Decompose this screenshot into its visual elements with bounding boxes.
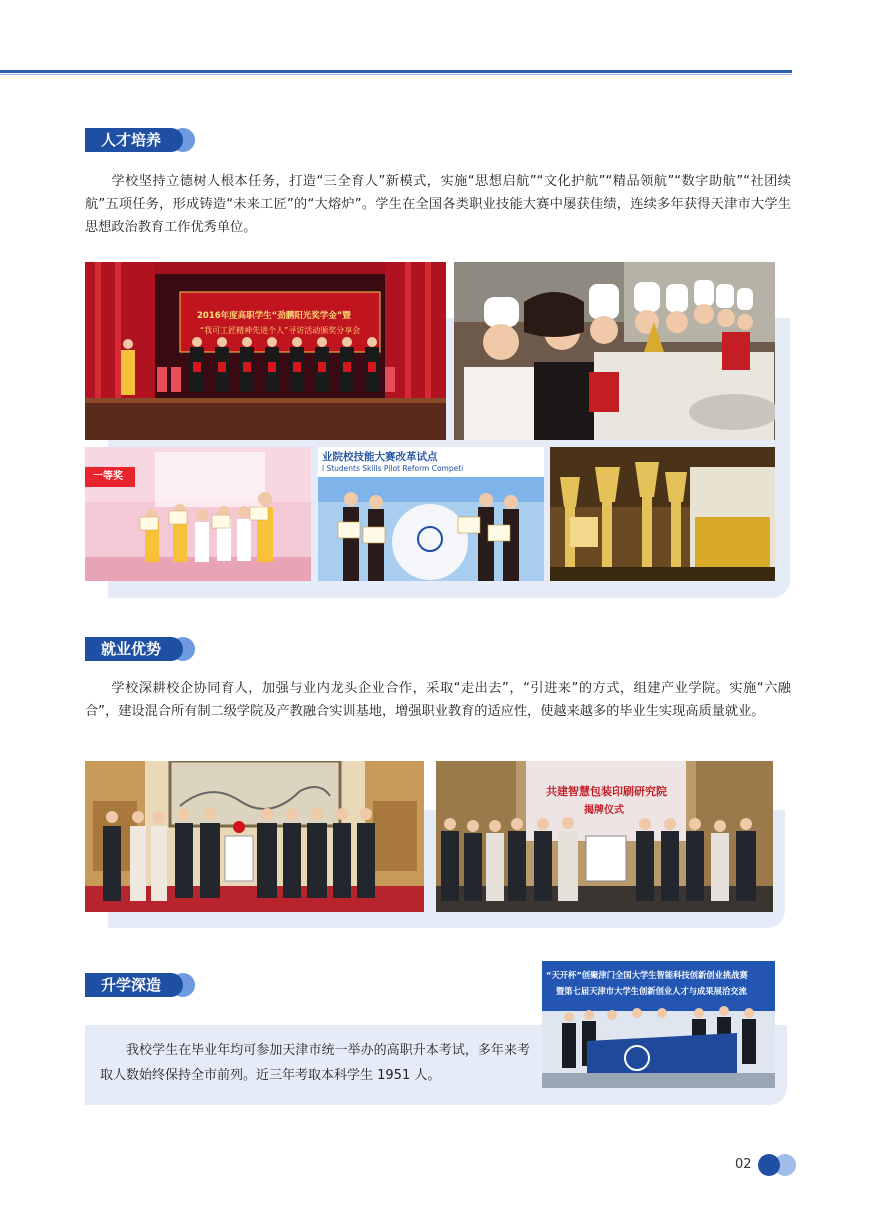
page-number: 02: [735, 1157, 752, 1172]
first-prize-label: 一等奖: [93, 471, 123, 482]
skills-banner-en: l Students Skills Pilot Reform Competi: [322, 464, 464, 473]
section-title-employment: 就业优势: [85, 637, 183, 661]
first-prize-photo: [85, 447, 311, 581]
institute-banner-line2: 揭牌仪式: [584, 805, 624, 816]
skills-banner: 业院校技能大赛改革试点: [322, 451, 438, 463]
page-dot-dark: [758, 1154, 780, 1176]
innovation-contest-photo: [542, 961, 775, 1088]
institute-banner-line1: 共建智慧包装印刷研究院: [546, 785, 667, 798]
trophies-photo: [550, 447, 775, 581]
stage-banner-line1: 2016年度高职学生“劲鹏阳光奖学金”暨: [197, 311, 351, 321]
talent-paragraph: 学校坚持立德树人根本任务，打造“三全育人”新模式，实施“思想启航”“文化护航”“精品领航”“数字助航”“社团续航”五项任务，形成铸造“未来工匠”的“大熔炉”。学生在全国各类职业技能大赛中屡获佳绩，连续多年获得天津市大学生思想政治教育工作优秀单位。: [85, 174, 791, 235]
section-title-further-study: 升学深造: [85, 973, 183, 997]
chef-students-photo: [454, 262, 775, 440]
further-study-paragraph: 我校学生在毕业年均可参加天津市统一举办的高职升本考试，多年来考取人数始终保持全市前列。近三年考取本科学生 1951 人。: [100, 1043, 530, 1083]
employment-paragraph: 学校深耕校企协同育人，加强与业内龙头企业合作，采取“走出去”，“引进来”的方式，组建产业学院。实施“六融合”，建设混合所有制二级学院及产教融合实训基地，增强职业教育的适应性，使越来越多的毕业生实现高质量就业。: [85, 681, 791, 719]
cooperation-signing-photo: [85, 761, 424, 912]
institute-unveiling-photo: [436, 761, 773, 912]
skills-competition-photo: [318, 447, 544, 581]
header-rule-thin: [0, 74, 792, 75]
tiankai-banner-line2: 暨第七届天津市大学生创新创业人才与成果展洽交流: [556, 986, 747, 996]
stage-banner-line2: “我可工匠精神先进个人”寻访活动颁奖分享会: [200, 326, 361, 335]
award-ceremony-stage-photo: [85, 262, 446, 440]
tiankai-banner-line1: “天开杯”创聚津门全国大学生智能科技创新创业挑战赛: [546, 970, 748, 980]
header-rule: [0, 70, 792, 73]
section-title-talent: 人才培养: [85, 128, 183, 152]
